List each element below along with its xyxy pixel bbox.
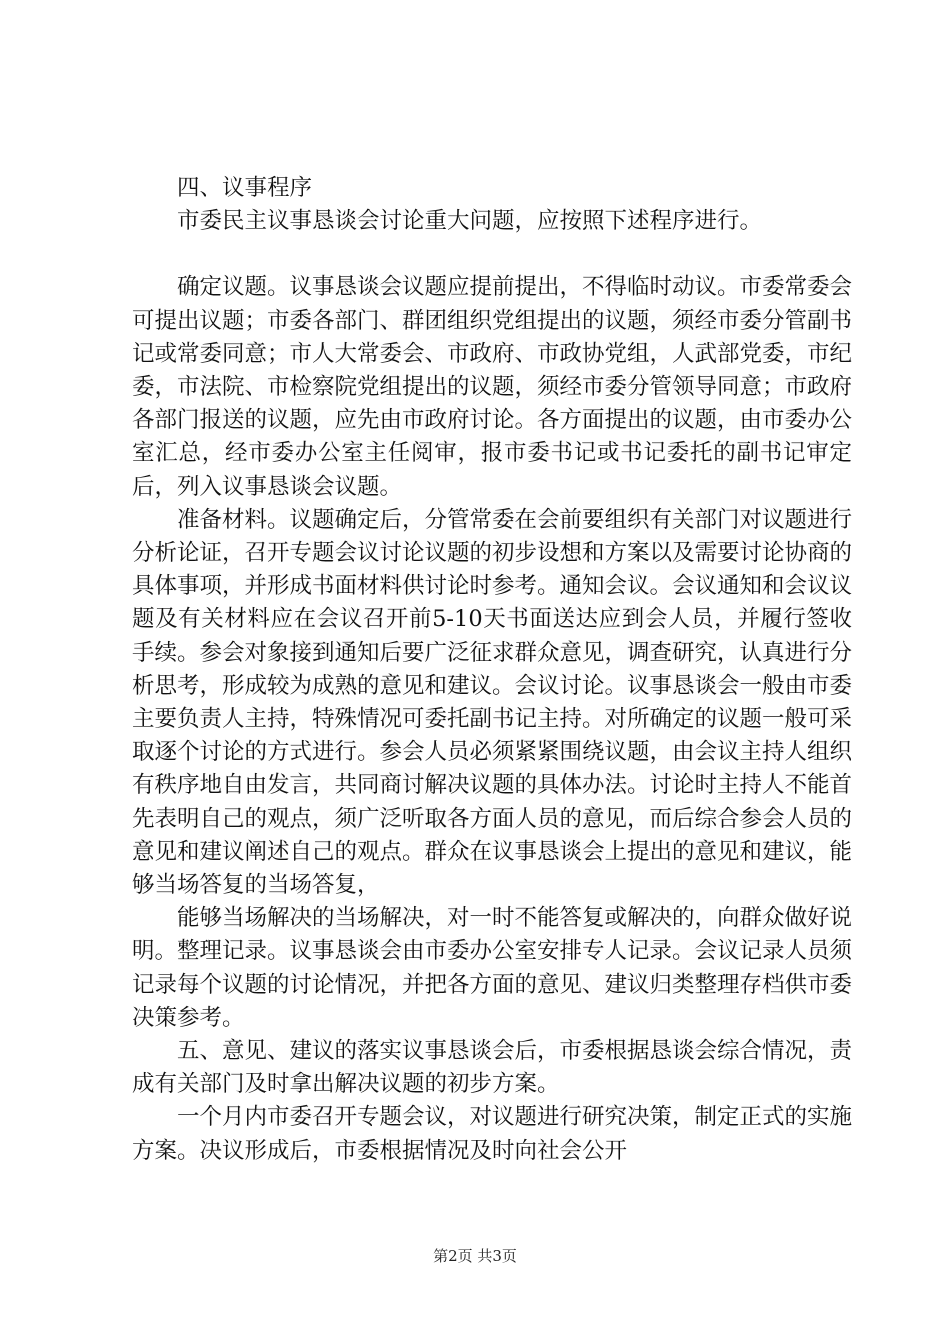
paragraph: 确定议题。议事恳谈会议题应提前提出，不得临时动议。市委常委会可提出议题；市委各部门、群团组织党组提出的议题，须经市委分管副书记或常委同意；市人大常委会、市政府、市政协党组，人武部党委，市纪委，市法院、市检察院党组提出的议题，须经市委分管领导同意；市政府各部门报送的议题，应先由市政府讨论。各方面提出的议题，由市委办公室汇总，经市委办公室主任阅审，报市委书记或书记委托的副书记审定后，列入议事恳谈会议题。 (132, 274, 853, 500)
paragraph: 一个月内市委召开专题会议，对议题进行研究决策，制定正式的实施方案。决议形成后，市委根据情况及时向社会公开 (132, 1104, 853, 1164)
paragraph: 准备材料。议题确定后，分管常委在会前要组织有关部门对议题进行分析论证，召开专题会议讨论议题的初步设想和方案以及需要讨论协商的具体事项，并形成书面材料供讨论时参考。通知会议。会议通知和会议议题及有关材料应在会议召开前5-10天书面送达应到会人员，并履行签收手续。参会对象接到通知后要广泛征求群众意见，调查研究，认真进行分析思考，形成较为成熟的意见和建议。会议讨论。议事恳谈会一般由市委主要负责人主持，特殊情况可委托副书记主持。对所确定的议题一般可采取逐个讨论的方式进行。参会人员必须紧紧围绕议题，由会议主持人组织有秩序地自由发言，共同商讨解决议题的具体办法。讨论时主持人不能首先表明自己的观点，须广泛听取各方面人员的意见，而后综合参会人员的意见和建议阐述自己的观点。群众在议事恳谈会上提出的意见和建议，能够当场答复的当场答复， (132, 506, 853, 899)
paragraph: 五、意见、建议的落实议事恳谈会后，市委根据恳谈会综合情况，责成有关部门及时拿出解决议题的初步方案。 (132, 1038, 853, 1098)
paragraph: 市委民主议事恳谈会讨论重大问题，应按照下述程序进行。 (177, 208, 763, 235)
document-body (132, 172, 852, 1168)
page-number-footer: 第2页 共3页 (433, 1247, 517, 1265)
paragraph: 能够当场解决的当场解决，对一时不能答复或解决的，向群众做好说明。整理记录。议事恳谈会由市委办公室安排专人记录。会议记录人员须记录每个议题的讨论情况，并把各方面的意见、建议归类整理存档供市委决策参考。 (132, 905, 853, 1031)
section-heading: 四、议事程序 (177, 175, 313, 201)
